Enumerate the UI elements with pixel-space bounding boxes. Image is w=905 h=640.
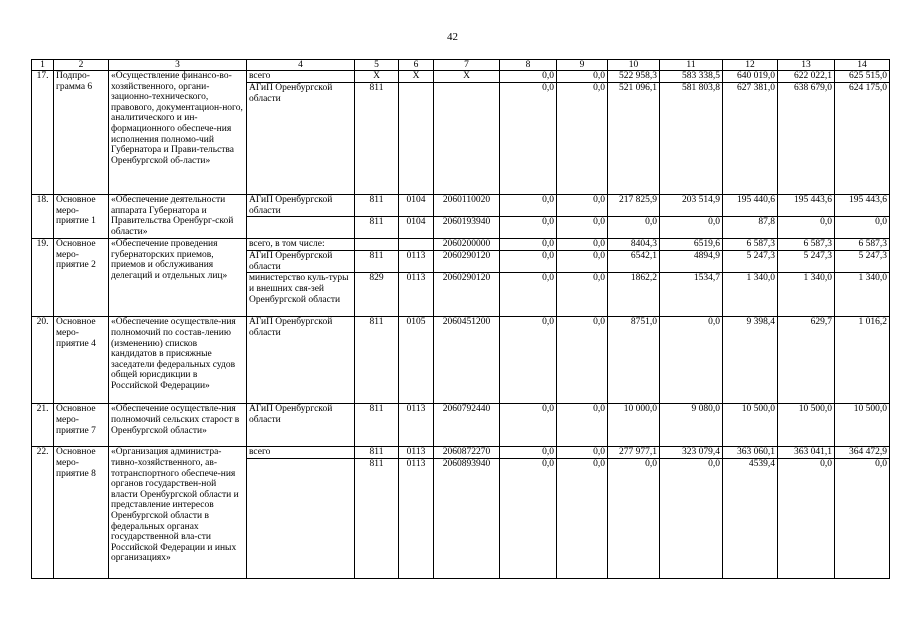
code-cell: 811: [355, 195, 399, 217]
executor-cell: АГиП Оренбургской области: [247, 251, 355, 273]
code-cell: [355, 239, 399, 251]
column-header: 8: [500, 60, 557, 71]
value-cell: 1534,7: [660, 273, 723, 317]
value-cell: 1 340,0: [723, 273, 778, 317]
value-cell: 87,8: [723, 217, 778, 239]
value-cell: 323 079,4: [660, 447, 723, 459]
value-cell: 8404,3: [608, 239, 660, 251]
executor-cell: [247, 459, 355, 579]
value-cell: 0,0: [608, 459, 660, 579]
row-number: 19.: [32, 239, 54, 317]
program-type: Основное меро-приятие 4: [54, 317, 109, 404]
value-cell: 622 022,1: [778, 71, 835, 83]
code-cell: Х: [355, 71, 399, 83]
value-cell: 1 016,2: [835, 317, 890, 404]
value-cell: 277 977,1: [608, 447, 660, 459]
value-cell: 0,0: [557, 251, 608, 273]
program-name: «Обеспечение осуществле-ния полномочий сельских старост в Оренбургской области»: [109, 404, 247, 447]
table-row: [32, 239, 890, 251]
code-cell: 811: [355, 217, 399, 239]
code-cell: 0104: [399, 195, 434, 217]
value-cell: 0,0: [557, 317, 608, 404]
code-cell: 0113: [399, 447, 434, 459]
value-cell: 0,0: [557, 273, 608, 317]
column-header: 11: [660, 60, 723, 71]
value-cell: 0,0: [835, 217, 890, 239]
executor-cell: всего, в том числе:: [247, 239, 355, 251]
program-name: «Осуществление финансо-во-хозяйственного, органи-зационно-технического, правового, документацион-ного, аналитического и ин-формационного обеспече-ния исполнения полномо-чий Губернатора и Прави-тельства Оренбургской об-ласти»: [109, 71, 247, 195]
executor-cell: АГиП Оренбургской области: [247, 404, 355, 447]
value-cell: 9 080,0: [660, 404, 723, 447]
value-cell: 0,0: [778, 459, 835, 579]
target-code-cell: 2060451200: [434, 317, 500, 404]
table-row: [32, 195, 890, 217]
value-cell: 1862,2: [608, 273, 660, 317]
value-cell: 0,0: [660, 317, 723, 404]
target-code-cell: [434, 83, 500, 195]
value-cell: 0,0: [557, 459, 608, 579]
value-cell: 6542,1: [608, 251, 660, 273]
value-cell: 0,0: [500, 195, 557, 217]
value-cell: 6 587,3: [778, 239, 835, 251]
table-row: [32, 71, 890, 83]
value-cell: 0,0: [835, 459, 890, 579]
table-row: [32, 317, 890, 404]
value-cell: 0,0: [500, 83, 557, 195]
column-header: 9: [557, 60, 608, 71]
code-cell: 811: [355, 83, 399, 195]
code-cell: 811: [355, 317, 399, 404]
column-header: 13: [778, 60, 835, 71]
value-cell: 4539,4: [723, 459, 778, 579]
table-body: [32, 60, 890, 579]
value-cell: 195 443,6: [778, 195, 835, 217]
value-cell: 364 472,9: [835, 447, 890, 459]
value-cell: 522 958,3: [608, 71, 660, 83]
column-header: 14: [835, 60, 890, 71]
value-cell: 0,0: [500, 71, 557, 83]
page-number: 42: [447, 31, 458, 43]
value-cell: 0,0: [500, 447, 557, 459]
table-row: [32, 404, 890, 447]
column-header: 12: [723, 60, 778, 71]
value-cell: 0,0: [500, 251, 557, 273]
value-cell: 0,0: [500, 273, 557, 317]
value-cell: 6 587,3: [835, 239, 890, 251]
executor-cell: [247, 217, 355, 239]
column-header: 10: [608, 60, 660, 71]
target-code-cell: Х: [434, 71, 500, 83]
value-cell: 627 381,0: [723, 83, 778, 195]
value-cell: 6 587,3: [723, 239, 778, 251]
target-code-cell: 2060893940: [434, 459, 500, 579]
row-number: 18.: [32, 195, 54, 239]
value-cell: 638 679,0: [778, 83, 835, 195]
value-cell: 1 340,0: [778, 273, 835, 317]
program-type: Основное меро-приятие 7: [54, 404, 109, 447]
code-cell: 0113: [399, 404, 434, 447]
value-cell: 0,0: [500, 239, 557, 251]
value-cell: 8751,0: [608, 317, 660, 404]
value-cell: 363 041,1: [778, 447, 835, 459]
executor-cell: всего: [247, 447, 355, 459]
column-header: 4: [247, 60, 355, 71]
code-cell: [399, 239, 434, 251]
value-cell: 0,0: [557, 195, 608, 217]
code-cell: 811: [355, 251, 399, 273]
value-cell: 629,7: [778, 317, 835, 404]
value-cell: 10 500,0: [835, 404, 890, 447]
row-number: 17.: [32, 71, 54, 195]
value-cell: 0,0: [557, 71, 608, 83]
target-code-cell: 2060290120: [434, 251, 500, 273]
value-cell: 0,0: [778, 217, 835, 239]
value-cell: 625 515,0: [835, 71, 890, 83]
program-type: Основное меро-приятие 8: [54, 447, 109, 579]
value-cell: 583 338,5: [660, 71, 723, 83]
value-cell: 0,0: [557, 447, 608, 459]
target-code-cell: 2060200000: [434, 239, 500, 251]
value-cell: 0,0: [557, 83, 608, 195]
value-cell: 6519,6: [660, 239, 723, 251]
value-cell: 10 000,0: [608, 404, 660, 447]
value-cell: 521 096,1: [608, 83, 660, 195]
code-cell: 811: [355, 404, 399, 447]
value-cell: 5 247,3: [723, 251, 778, 273]
executor-cell: всего: [247, 71, 355, 83]
target-code-cell: 2060110020: [434, 195, 500, 217]
code-cell: 0113: [399, 459, 434, 579]
value-cell: 581 803,8: [660, 83, 723, 195]
value-cell: 1 340,0: [835, 273, 890, 317]
column-header: 5: [355, 60, 399, 71]
column-header: 1: [32, 60, 54, 71]
column-header: 6: [399, 60, 434, 71]
column-header: 2: [54, 60, 109, 71]
program-name: «Обеспечение проведения губернаторских приемов, приемов и обслуживания делегаций и отдельных лиц»: [109, 239, 247, 317]
header-row: [32, 60, 890, 71]
target-code-cell: 2060193940: [434, 217, 500, 239]
value-cell: 0,0: [500, 404, 557, 447]
code-cell: [399, 83, 434, 195]
value-cell: 0,0: [557, 404, 608, 447]
target-code-cell: 2060872270: [434, 447, 500, 459]
program-name: «Обеспечение деятельности аппарата Губернатора и Правительства Оренбург-ской области»: [109, 195, 247, 239]
target-code-cell: 2060290120: [434, 273, 500, 317]
code-cell: 0113: [399, 273, 434, 317]
target-code-cell: 2060792440: [434, 404, 500, 447]
value-cell: 0,0: [557, 217, 608, 239]
row-number: 21.: [32, 404, 54, 447]
code-cell: 0105: [399, 317, 434, 404]
code-cell: 0104: [399, 217, 434, 239]
executor-cell: АГиП Оренбургской области: [247, 83, 355, 195]
value-cell: 0,0: [500, 459, 557, 579]
program-type: Подпро-грамма 6: [54, 71, 109, 195]
value-cell: 640 019,0: [723, 71, 778, 83]
column-header: 3: [109, 60, 247, 71]
column-header: 7: [434, 60, 500, 71]
value-cell: 0,0: [500, 217, 557, 239]
value-cell: 0,0: [500, 317, 557, 404]
budget-table: [31, 59, 890, 579]
row-number: 20.: [32, 317, 54, 404]
table-row: [32, 447, 890, 459]
value-cell: 195 443,6: [835, 195, 890, 217]
program-type: Основное меро-приятие 2: [54, 239, 109, 317]
value-cell: 203 514,9: [660, 195, 723, 217]
executor-cell: АГиП Оренбургской области: [247, 317, 355, 404]
value-cell: 4894,9: [660, 251, 723, 273]
value-cell: 217 825,9: [608, 195, 660, 217]
code-cell: 0113: [399, 251, 434, 273]
program-name: «Организация администра-тивно-хозяйственного, ав-тотранспортного обеспече-ния органов государствен-ной власти Оренбургской области и представление интересов Оренбургской области в федеральных органах государственной вла-сти Российской Федерации и иных организациях»: [109, 447, 247, 579]
value-cell: 0,0: [608, 217, 660, 239]
value-cell: 0,0: [660, 217, 723, 239]
program-type: Основное меро-приятие 1: [54, 195, 109, 239]
code-cell: 811: [355, 459, 399, 579]
value-cell: 10 500,0: [778, 404, 835, 447]
program-name: «Обеспечение осуществле-ния полномочий по состав-лению (изменению) списков кандидатов в присяжные заседатели федеральных судов общей юрисдикции в Российской Федерации»: [109, 317, 247, 404]
value-cell: 0,0: [660, 459, 723, 579]
code-cell: 811: [355, 447, 399, 459]
value-cell: 195 440,6: [723, 195, 778, 217]
value-cell: 5 247,3: [778, 251, 835, 273]
executor-cell: АГиП Оренбургской области: [247, 195, 355, 217]
row-number: 22.: [32, 447, 54, 579]
value-cell: 363 060,1: [723, 447, 778, 459]
executor-cell: министерство куль-туры и внешних свя-зей Оренбургской области: [247, 273, 355, 317]
value-cell: 624 175,0: [835, 83, 890, 195]
value-cell: 9 398,4: [723, 317, 778, 404]
code-cell: Х: [399, 71, 434, 83]
value-cell: 10 500,0: [723, 404, 778, 447]
value-cell: 5 247,3: [835, 251, 890, 273]
code-cell: 829: [355, 273, 399, 317]
value-cell: 0,0: [557, 239, 608, 251]
